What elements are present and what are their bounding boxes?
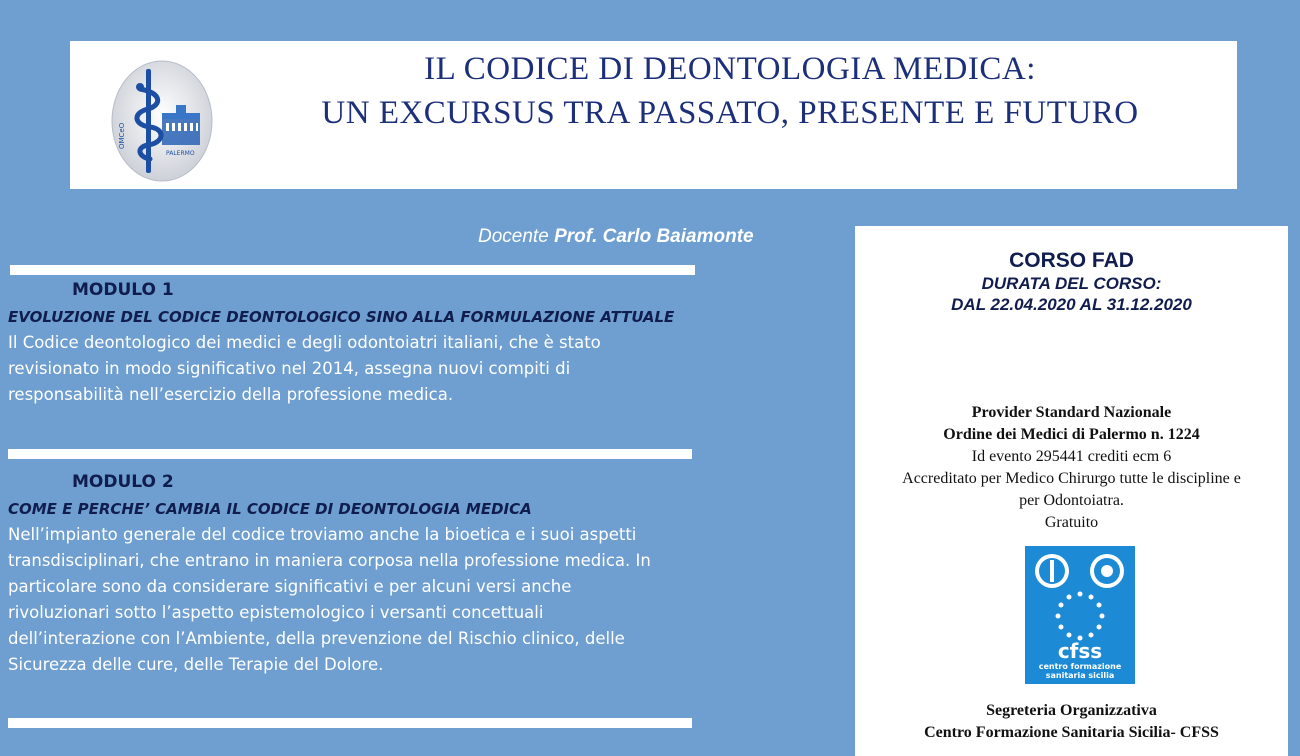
- module-2-subtitle: COME E PERCHE’ CAMBIA IL CODICE DI DEONTOLOGIA MEDICA: [8, 500, 532, 518]
- omceo-logo: [110, 59, 214, 183]
- segreteria-line-2: Centro Formazione Sanitaria Sicilia- CFSS: [924, 724, 1219, 741]
- docente-line: [478, 226, 754, 248]
- docente-name: Prof. Carlo Baiamonte: [554, 226, 754, 247]
- title-line-2: UN EXCURSUS TRA PASSATO, PRESENTE E FUTURO: [321, 95, 1139, 131]
- header-banner: [70, 41, 1237, 189]
- title-line-1: IL CODICE DI DEONTOLOGIA MEDICA:: [424, 51, 1036, 87]
- course-block: [855, 248, 1288, 316]
- durata-label: DURATA DEL CORSO:: [981, 274, 1162, 293]
- divider-bar: [10, 265, 695, 275]
- cfss-logo-caption-1: centro formazione: [1038, 662, 1122, 671]
- durata-range: DAL 22.04.2020 AL 31.12.2020: [951, 295, 1192, 314]
- cfss-logo-name: cfss: [1057, 639, 1103, 663]
- divider-bar: [8, 718, 692, 728]
- module-1-subtitle: EVOLUZIONE DEL CODICE DEONTOLOGICO SINO ALLA FORMULAZIONE ATTUALE: [8, 308, 675, 326]
- module-2-text: Nell’impianto generale del codice troviamo anche la bioetica e i suoi aspetti transdisciplinari, che entrano in maniera corposa nella professione medica. In particolare sono da considerare significativi e per alcuni versi anche rivoluzionari sotto l’aspetto epistemologico i versanti concettuali dell’interazione con l’Ambiente, della prevenzione del Rischio clinico, delle Sicurezza delle cure, delle Terapie del Dolore.: [8, 525, 651, 674]
- page-title: [230, 47, 1230, 135]
- cfss-logo: [1025, 546, 1135, 684]
- provider-line-2: Ordine dei Medici di Palermo n. 1224: [943, 426, 1200, 443]
- course-info-panel: [855, 226, 1288, 756]
- divider-bar: [8, 449, 692, 459]
- segreteria-block: [855, 700, 1288, 744]
- corso-title: CORSO FAD: [1009, 249, 1134, 272]
- provider-block: [855, 402, 1288, 534]
- provider-line-1: Provider Standard Nazionale: [971, 404, 1172, 421]
- module-2-label: MODULO 2: [72, 472, 174, 492]
- accreditato-line-1: Accreditato per Medico Chirurgo tutte le discipline e: [902, 470, 1241, 487]
- accreditato-line-2: per Odontoiatra.: [1019, 492, 1124, 509]
- evento-line: Id evento 295441 crediti ecm 6: [971, 448, 1172, 465]
- gratuito-line: Gratuito: [1044, 514, 1099, 531]
- module-1-text: Il Codice deontologico dei medici e degli odontoiatri italiani, che è stato revisionato in modo significativo nel 2014, assegna nuovi compiti di responsabilità nell’esercizio della professione medica.: [8, 333, 601, 404]
- segreteria-line-1: Segreteria Organizzativa: [986, 702, 1157, 719]
- logo-text-palermo: PALERMO: [166, 150, 195, 157]
- docente-label: Docente: [478, 226, 549, 247]
- logo-text-omceo: OMCeO: [118, 122, 126, 149]
- cfss-logo-caption-2: sanitaria sicilia: [1045, 671, 1115, 680]
- module-1-label: MODULO 1: [72, 280, 174, 300]
